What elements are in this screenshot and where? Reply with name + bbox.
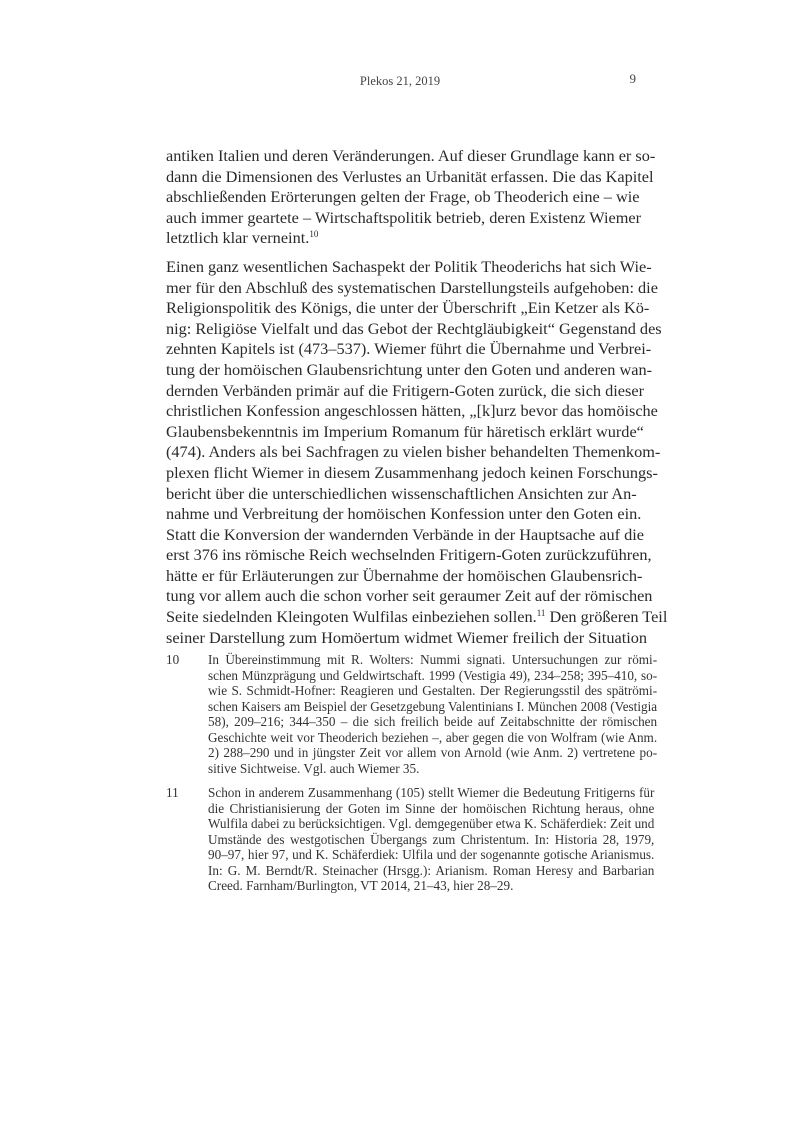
text-line: Statt die Konversion der wandernden Verbände in der Hauptsache auf die xyxy=(166,524,645,544)
text-line: erst 376 ins römische Reich wechselnden Fritigern-Goten zurückzuführen, xyxy=(166,545,652,565)
text-line: 2) 288–290 und in jüngster Zeit vor allem von Arnold (wie Anm. 2) vertretene po- xyxy=(208,745,658,760)
text-line: (474). Anders als bei Sachfragen zu vielen bisher behandelten Themenkom- xyxy=(166,442,661,462)
text-line: hätte er für Erläuterungen zur Übernahme der homöischen Glaubensrich- xyxy=(166,565,643,585)
text-line: auch immer geartete – Wirtschaftspolitik betrieb, deren Existenz Wiemer xyxy=(166,207,642,227)
text-line: dernden Verbänden primär auf die Fritigern-Goten zurück, die sich dieser xyxy=(166,380,645,400)
text-line: nig: Religiöse Vielfalt und das Gebot der Rechtgläubigkeit“ Gegenstand des xyxy=(166,318,662,338)
text-line: sitive Sichtweise. Vgl. auch Wiemer 35. xyxy=(208,760,420,776)
footnote-text xyxy=(208,652,657,776)
text-line: wie S. Schmidt-Hofner: Reagieren und Gestalten. Der Regierungsstil des spätrömi- xyxy=(208,683,658,698)
text-line: Geschichte weit vor Theoderich beziehen –, aber gegen die von Wolfram (wie Anm. xyxy=(208,729,658,745)
footnote-11 xyxy=(166,785,655,894)
text-line xyxy=(166,228,636,249)
running-head: Plekos 21, 2019 xyxy=(359,74,441,88)
text-line: Wulfila dabei zu berücksichtigen. Vgl. demgegenüber etwa K. Schäferdiek: Zeit und xyxy=(208,816,655,831)
text-line: Religionspolitik des Königs, die unter der Überschrift „Ein Ketzer als Kö- xyxy=(166,298,650,318)
text-line: antiken Italien und deren Veränderungen. Auf dieser Grundlage kann er so- xyxy=(166,146,656,165)
text-segment: letztlich klar verneint. xyxy=(166,228,310,248)
footnote-number: 10 xyxy=(166,652,180,667)
text-line: schen Kaisers am Beispiel der Gesetzgebung Valentinians I. München 2008 (Vestigia xyxy=(208,698,658,714)
paragraph-1 xyxy=(166,146,656,249)
text-segment: Seite siedelnden Kleingoten Wulfilas einbeziehen sollen. xyxy=(166,607,537,627)
text-line: christlichen Konfession angeschlossen hätten, „[k]urz bevor das homöische xyxy=(166,401,658,421)
text-line: Einen ganz wesentlichen Sachaspekt der Politik Theoderichs hat sich Wie- xyxy=(166,256,652,276)
text-line: bericht über die unterschiedlichen wissenschaftlichen Ansichten zur An- xyxy=(166,483,637,503)
footnote-10 xyxy=(166,652,658,776)
footnote-ref-10[interactable]: 10 xyxy=(309,229,319,240)
text-line: mer für den Abschluß des systematischen Darstellungsteils aufgehoben: die xyxy=(166,277,658,297)
text-line: tung der homöischen Glaubensrichtung unter den Goten und anderen wan- xyxy=(166,359,653,379)
text-line: Schon in anderem Zusammenhang (105) stellt Wiemer die Bedeutung Fritigerns für xyxy=(208,785,655,800)
main-text xyxy=(166,146,668,648)
text-line: abschließenden Erörterungen gelten der Frage, ob Theoderich eine – wie xyxy=(166,187,640,207)
text-line: zehnten Kapitels ist (473–537). Wiemer führt die Übernahme und Verbrei- xyxy=(166,339,652,359)
page-header xyxy=(0,71,800,94)
text-line: 90–97, hier 97, und K. Schäferdiek: Ulfila und der sogenannte gotische Arianismus. xyxy=(208,847,655,862)
text-line xyxy=(166,607,668,628)
footnotes xyxy=(166,652,658,903)
footnote-ref-11[interactable]: 11 xyxy=(536,608,546,619)
text-line: Umstände des westgotischen Übergangs zum Christentum. In: Historia 28, 1979, xyxy=(208,831,655,847)
page-number: 9 xyxy=(629,71,636,86)
text-line: 58), 209–216; 344–350 – die sich freilich beide auf Zeitabschnitte der römischen xyxy=(208,714,658,729)
text-line: In Übereinstimmung mit R. Wolters: Nummi signati. Untersuchungen zur römi- xyxy=(208,652,658,667)
text-line: In: G. M. Berndt/R. Steinacher (Hrsgg.): Arianism. Roman Heresy and Barbarian xyxy=(208,862,655,878)
text-line: Creed. Farnham/Burlington, VT 2014, 21–43, hier 28–29. xyxy=(208,878,514,893)
text-line: plexen flicht Wiemer in diesem Zusammenhang jedoch keinen Forschungs- xyxy=(166,462,658,482)
text-line: dann die Dimensionen des Verlustes an Urbanität erfassen. Die das Kapitel xyxy=(166,166,654,186)
text-line: nahme und Verbreitung der homöischen Konfession unter den Goten ein. xyxy=(166,504,642,524)
text-line: tung vor allem auch die schon vorher seit geraumer Zeit auf der römischen xyxy=(166,586,653,606)
footnote-text xyxy=(208,785,654,894)
text-line: Glaubensbekenntnis im Imperium Romanum für häretisch erklärt wurde“ xyxy=(166,421,644,441)
text-line: seiner Darstellung zum Homöertum widmet Wiemer freilich der Situation xyxy=(166,627,648,647)
text-segment: Den größeren Teil xyxy=(545,607,668,627)
footnote-number: 11 xyxy=(166,785,179,800)
paragraph-2 xyxy=(166,256,668,648)
text-line: schen Münzprägung und Geldwirtschaft. 1999 (Vestigia 49), 234–258; 395–410, so- xyxy=(208,667,658,683)
text-line: die Christianisierung der Goten im Sinne der homöischen Richtung heraus, ohne xyxy=(208,800,655,816)
